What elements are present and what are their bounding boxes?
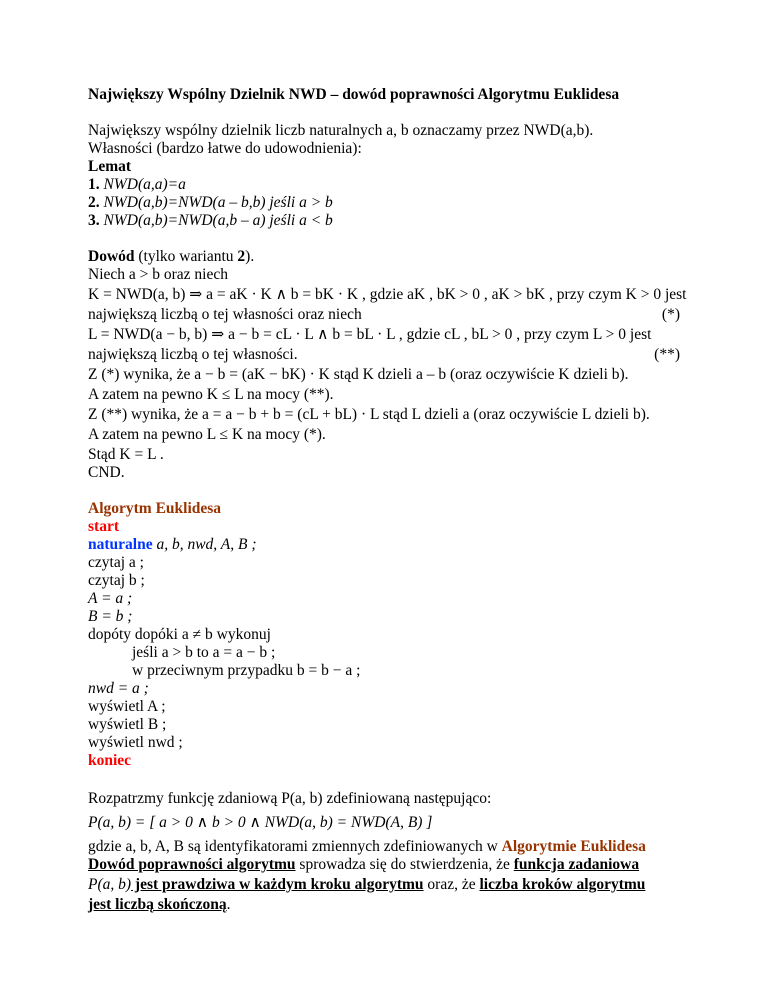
proof-line-4: L = NWD(a − b, b) ⇒ a − b = cL · L ∧ b = bL · L , gdzie cL , bL > 0 , przy czym L > 0 jest (88, 326, 652, 343)
proof-line-5: największą liczbą o tej własności. (88, 346, 298, 363)
algorithm-line-assign-a: A = a ; (88, 590, 133, 607)
lemma-item-3: 3. NWD(a,b)=NWD(a,b – a) jeśli a < b (88, 212, 333, 229)
proof-line-10: Stąd K = L . (88, 446, 164, 463)
algorithm-line-assign-b: B = b ; (88, 608, 133, 625)
lemma-item-2: 2. NWD(a,b)=NWD(a – b,b) jeśli a > b (88, 194, 333, 211)
algorithm-heading: Algorytm Euklidesa (88, 500, 222, 517)
proof-line-6: Z (*) wynika, że a − b = (aK − bK) · K stąd K dzieli a – b (oraz oczywiście K dzieli b). (88, 366, 629, 383)
proof-heading: Dowód (tylko wariantu 2). (88, 248, 255, 265)
proof-line-7: A zatem na pewno K ≤ L na mocy (**). (88, 386, 334, 403)
proof-line-8: Z (**) wynika, że a = a − b + b = (cL + bL) · L stąd L dzieli a (oraz oczywiście L dzieli b). (88, 406, 650, 423)
algorithm-line-else: w przeciwnym przypadku b = b − a ; (132, 662, 361, 679)
algorithm-line-print-nwd: wyświetl nwd ; (88, 734, 183, 751)
algorithm-end: koniec (88, 752, 132, 769)
algorithm-line-nwd: nwd = a ; (88, 680, 149, 697)
proof-mark-double-star: (**) (654, 346, 680, 363)
closing-line-6: jest liczbą skończoną. (88, 896, 231, 913)
closing-line-1: Rozpatrzmy funkcję zdaniową P(a, b) zdefiniowaną następująco: (88, 790, 492, 807)
algorithm-line-read-b: czytaj b ; (88, 572, 145, 589)
closing-line-5: P(a, b) jest prawdziwa w każdym kroku algorytmu oraz, że liczba kroków algorytmu (88, 876, 646, 893)
closing-line-4: Dowód poprawności algorytmu sprowadza się do stwierdzenia, że funkcja zadaniowa (88, 856, 640, 873)
closing-formula: P(a, b) = [ a > 0 ∧ b > 0 ∧ NWD(a, b) = NWD(A, B) ] (88, 814, 433, 831)
proof-line-2: K = NWD(a, b) ⇒ a = aK · K ∧ b = bK · K , gdzie aK , bK > 0 , aK > bK , przy czym K > 0 jest (88, 286, 687, 303)
algorithm-start: start (88, 518, 119, 535)
algorithm-line-print-a: wyświetl A ; (88, 698, 166, 715)
proof-line-3: największą liczbą o tej własności oraz niech (88, 306, 362, 323)
proof-line-1: Niech a > b oraz niech (88, 266, 228, 283)
lemma-item-1: 1. NWD(a,a)=a (88, 176, 186, 193)
proof-line-11: CND. (88, 464, 125, 481)
proof-line-9: A zatem na pewno L ≤ K na mocy (*). (88, 426, 326, 443)
algorithm-line-if: jeśli a > b to a = a − b ; (132, 644, 276, 661)
intro-line-2: Własności (bardzo łatwe do udowodnienia): (88, 140, 362, 157)
proof-mark-star: (*) (661, 306, 680, 323)
algorithm-declaration: naturalne a, b, nwd, A, B ; (88, 536, 257, 553)
intro-line-1: Największy wspólny dzielnik liczb naturalnych a, b oznaczamy przez NWD(a,b). (88, 122, 594, 139)
algorithm-line-while: dopóty dopóki a ≠ b wykonuj (88, 626, 271, 643)
lemma-heading: Lemat (88, 158, 132, 175)
algorithm-line-read-a: czytaj a ; (88, 554, 144, 571)
algorithm-line-print-b: wyświetl B ; (88, 716, 167, 733)
closing-line-3: gdzie a, b, A, B są identyfikatorami zmiennych zdefiniowanych w Algorytmie Euklidesa (88, 838, 646, 855)
document-title: Największy Wspólny Dzielnik NWD – dowód poprawności Algorytmu Euklidesa (88, 86, 620, 103)
